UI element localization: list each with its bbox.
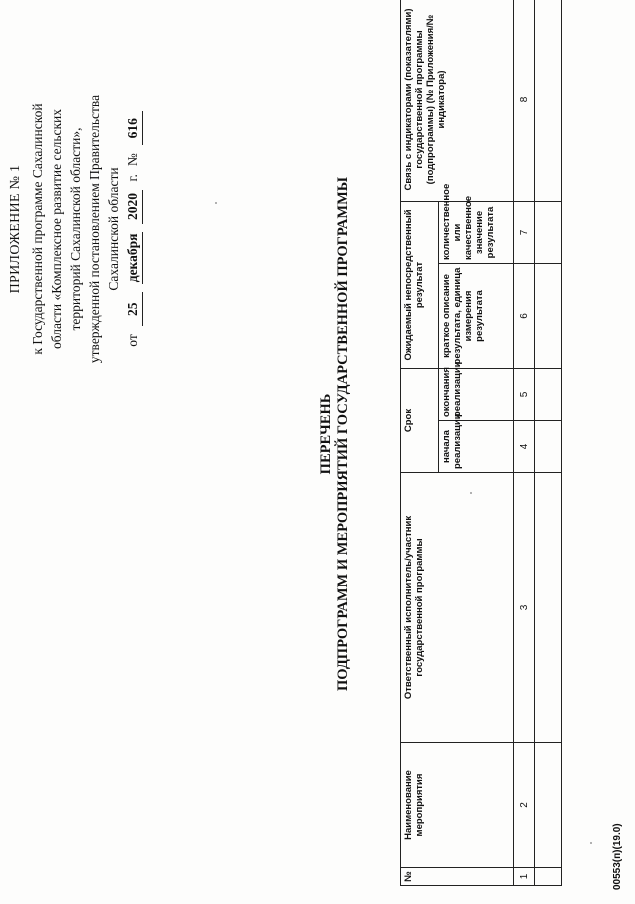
column-number: 1	[514, 868, 535, 886]
heading-line-1: ПЕРЕЧЕНЬ	[318, 393, 334, 475]
scan-speck	[215, 202, 217, 204]
empty-row	[535, 0, 562, 886]
signature-row	[123, 29, 143, 429]
header-term-end: окончания реализации	[439, 368, 514, 420]
approval-line: Сахалинской области	[106, 167, 121, 291]
header-responsible: Ответственный исполнитель/участник государственной программы	[401, 473, 514, 743]
table-cell	[535, 743, 562, 868]
header-term: Срок	[401, 368, 439, 472]
column-number: 6	[514, 263, 535, 368]
appendix-title: ПРИЛОЖЕНИЕ № 1	[8, 164, 23, 294]
header-term-start: начала реализации	[439, 421, 514, 473]
table-cell	[535, 0, 562, 201]
header-expected-value: количественное или качественное значение результата	[439, 201, 514, 263]
scan-speck	[470, 492, 472, 494]
form-code: 00553(п)(19.0)	[612, 823, 623, 890]
number-sign: №	[125, 153, 140, 167]
from-label: от	[125, 334, 140, 347]
table-cell	[535, 868, 562, 886]
approval-line: утвержденной постановлением Правительства	[87, 94, 102, 364]
column-number: 4	[514, 421, 535, 473]
heading-line-2: ПОДПРОГРАММ И МЕРОПРИЯТИЙ ГОСУДАРСТВЕННОЙ ПРОГРАММЫ	[335, 177, 351, 692]
table-cell	[535, 473, 562, 743]
date-month: декабря	[123, 232, 143, 285]
header-name: Наименование мероприятия	[401, 743, 514, 868]
scan-speck	[590, 842, 592, 844]
approval-block	[6, 29, 143, 429]
approval-line: к Государственной программе Сахалинской	[30, 103, 45, 355]
table-cell	[535, 421, 562, 473]
header-row	[401, 0, 439, 886]
programs-table	[400, 0, 562, 886]
column-number: 2	[514, 743, 535, 868]
header-expected-brief: краткое описание результата, единица измерения результата	[439, 263, 514, 368]
column-number: 5	[514, 368, 535, 420]
resolution-number: 616	[123, 111, 143, 145]
column-number: 7	[514, 201, 535, 263]
header-link: Связь с индикаторами (показателями) государственной программы (подпрограммы) (№ Приложения/№ индикатора)	[401, 0, 514, 201]
date-year: 2020	[123, 190, 143, 224]
column-number: 3	[514, 473, 535, 743]
header-expected: Ожидаемый непосредственный результат	[401, 201, 439, 368]
table-cell	[535, 368, 562, 420]
column-number: 8	[514, 0, 535, 201]
column-numbers-row	[514, 0, 535, 886]
year-suffix: г.	[125, 174, 140, 182]
document-heading	[318, 84, 352, 784]
table-cell	[535, 263, 562, 368]
approval-line: области «Комплексное развитие сельских	[49, 108, 64, 350]
header-no: №	[401, 868, 514, 886]
date-day: 25	[123, 292, 143, 326]
table-cell	[535, 201, 562, 263]
approval-line: территорий Сахалинской области»,	[68, 127, 83, 331]
